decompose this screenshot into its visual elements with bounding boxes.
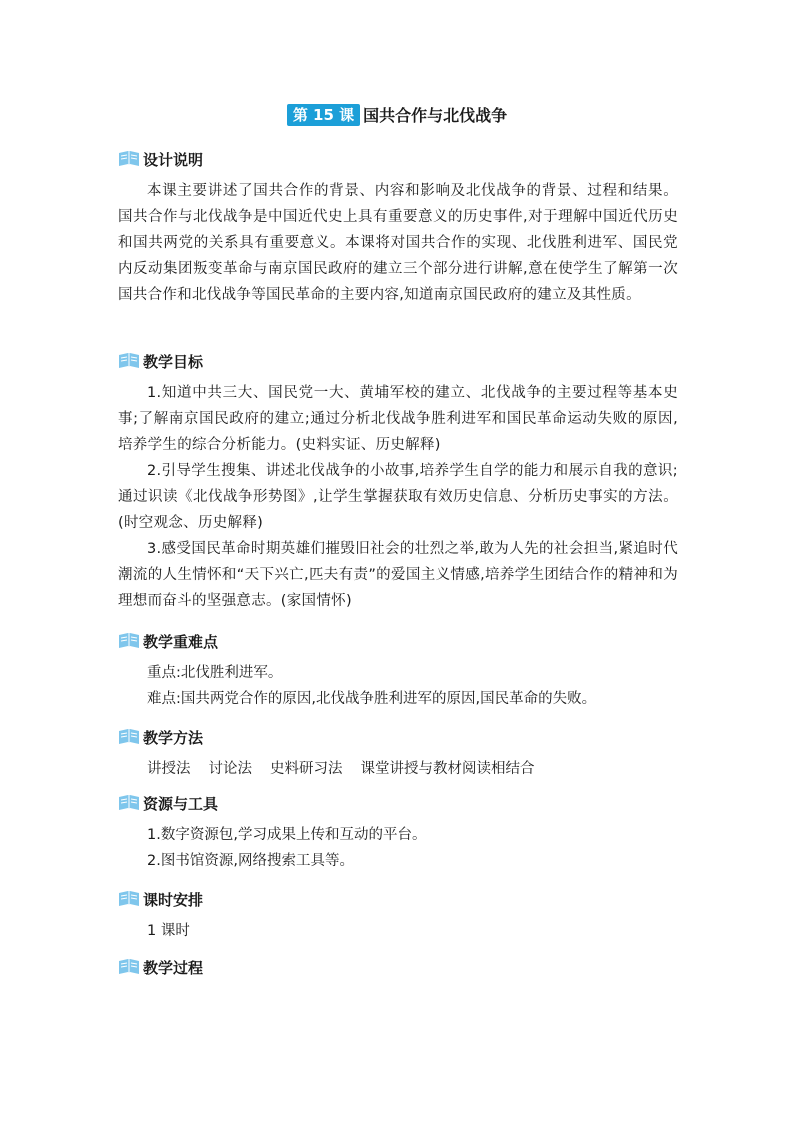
- method-item: 课堂讲授与教材阅读相结合: [360, 761, 535, 777]
- focus-text: 重点:北伐胜利进军。: [147, 665, 283, 681]
- section-title: 教学方法: [143, 728, 204, 747]
- section-schedule: [118, 888, 678, 944]
- book-icon: [118, 728, 140, 746]
- section-title: 教学目标: [143, 352, 204, 371]
- section-process: [118, 956, 678, 986]
- section-title: 教学重难点: [143, 632, 219, 651]
- book-icon: [118, 794, 140, 812]
- resource-item: 2.图书馆资源,网络搜索工具等。: [147, 853, 354, 869]
- section-heading: [118, 630, 678, 652]
- lesson-title: 国共合作与北伐战争: [363, 106, 508, 125]
- section-title: 课时安排: [143, 890, 204, 909]
- section-heading: [118, 350, 678, 372]
- goal-item: 1.知道中共三大、国民党一大、黄埔军校的建立、北伐战争的主要过程等基本史事;了解南京国民政府的建立;通过分析北伐战争胜利进军和国民革命运动失败的原因,培养学生的综合分析能力。(史料实证、历史解释): [118, 385, 678, 453]
- book-icon: [118, 958, 140, 976]
- method-item: 讨论法: [208, 761, 252, 777]
- methods-list: [118, 756, 678, 782]
- section-heading: [118, 148, 678, 170]
- book-icon: [118, 150, 140, 168]
- lesson-number-badge: 第 15 课: [287, 104, 360, 126]
- section-heading: [118, 726, 678, 748]
- section-title: 教学过程: [143, 958, 204, 977]
- section-title: 设计说明: [143, 150, 204, 169]
- section-heading: [118, 956, 678, 978]
- section-title: 资源与工具: [143, 794, 219, 813]
- resource-item: 1.数字资源包,学习成果上传和互动的平台。: [147, 827, 427, 843]
- method-item: 史料研习法: [270, 761, 343, 777]
- section-resources: [118, 792, 678, 874]
- book-icon: [118, 890, 140, 908]
- schedule-text: 1 课时: [147, 923, 190, 939]
- section-heading: [118, 888, 678, 910]
- lesson-header: [0, 103, 794, 126]
- section-goals: [118, 350, 678, 614]
- section-keypoints: [118, 630, 678, 712]
- goal-item: 3.感受国民革命时期英雄们摧毁旧社会的壮烈之举,敢为人先的社会担当,紧追时代潮流的人生情怀和“天下兴亡,匹夫有责”的爱国主义情感,培养学生团结合作的精神和为理想而奋斗的坚强意志。(家国情怀): [118, 541, 678, 609]
- section-methods: [118, 726, 678, 782]
- book-icon: [118, 632, 140, 650]
- difficulty-text: 难点:国共两党合作的原因,北伐战争胜利进军的原因,国民革命的失败。: [147, 691, 597, 707]
- design-paragraph: 本课主要讲述了国共合作的背景、内容和影响及北伐战争的背景、过程和结果。国共合作与北伐战争是中国近代史上具有重要意义的历史事件,对于理解中国近代历史和国共两党的关系具有重要意义。本课将对国共合作的实现、北伐胜利进军、国民党内反动集团叛变革命与南京国民政府的建立三个部分进行讲解,意在使学生了解第一次国共合作和北伐战争等国民革命的主要内容,知道南京国民政府的建立及其性质。: [118, 183, 678, 303]
- section-design: [118, 148, 678, 308]
- method-item: 讲授法: [147, 761, 191, 777]
- section-heading: [118, 792, 678, 814]
- goal-item: 2.引导学生搜集、讲述北伐战争的小故事,培养学生自学的能力和展示自我的意识;通过识读《北伐战争形势图》,让学生掌握获取有效历史信息、分析历史事实的方法。(时空观念、历史解释): [118, 463, 678, 531]
- book-icon: [118, 352, 140, 370]
